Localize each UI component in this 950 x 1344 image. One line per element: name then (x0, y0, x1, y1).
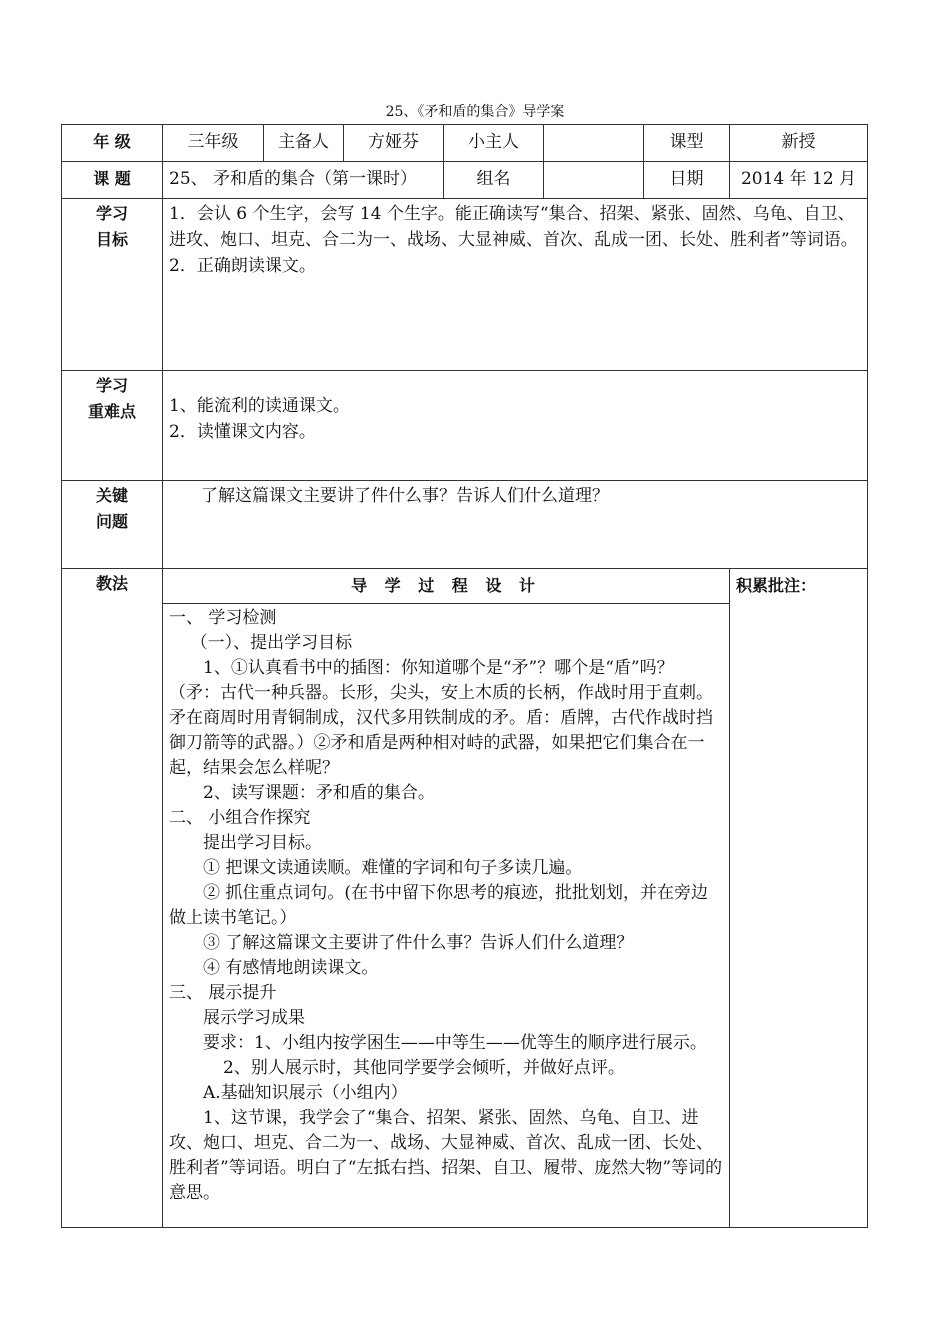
row-difficulties (62, 371, 868, 481)
process-design-cell (163, 569, 730, 1228)
process-line: （一）、提出学习目标 (169, 633, 353, 653)
process-line: 2、别人展示时，其他同学要学会倾听，并做好点评。 (169, 1058, 625, 1078)
topic-value: 25、 矛和盾的集合（第一课时） (163, 162, 444, 199)
process-line: 1、这节课，我学会了“集合、招架、紧张、固然、乌龟、自卫、进攻、炮口、坦克、合二为一、战场、大显神威、首次、乱成一团、长处、胜利者”等词语。明白了“左抵右挡、招架、自卫、履带、庞然大物”等词的意思。 (169, 1108, 723, 1203)
process-line: 二、 小组合作探究 (169, 808, 311, 828)
difficulty-item: 2．读懂课文内容。 (169, 422, 316, 442)
notes-label: 积累批注： (730, 569, 868, 1228)
process-line: 一、 学习检测 (169, 608, 277, 628)
group-value (544, 162, 644, 199)
difficulty-item: 1、能流利的读通课文。 (169, 396, 350, 416)
grade-label: 年 级 (62, 125, 163, 162)
key-question-label (62, 481, 163, 569)
process-line: ① 把课文读通读顺。难懂的字词和句子多读几遍。 (203, 858, 583, 878)
method-label: 教法 (62, 569, 163, 1228)
process-line: 要求：1、小组内按学困生——中等生——优等生的顺序进行展示。 (203, 1033, 707, 1053)
design-body (163, 604, 729, 1206)
row-goals (62, 199, 868, 371)
grade-value: 三年级 (163, 125, 264, 162)
key-question-label-line1: 关键 (95, 486, 128, 505)
row-process (62, 569, 868, 1228)
key-question-label-line2: 问题 (95, 512, 128, 531)
goals-label-line1: 学习 (95, 204, 128, 223)
key-question-text: 了解这篇课文主要讲了件什么事？告诉人们什么道理？ (163, 481, 868, 569)
difficulties-label (62, 371, 163, 481)
process-line: 展示学习成果 (203, 1008, 305, 1028)
host-label: 小主人 (444, 125, 544, 162)
topic-label: 课 题 (62, 162, 163, 199)
process-line: ② 抓住重点词句。(在书中留下你思考的痕迹，批批划划，并在旁边做上读书笔记。） (169, 883, 709, 928)
row-key-question (62, 481, 868, 569)
preparer-label: 主备人 (264, 125, 344, 162)
date-value: 2014 年 12 月 (730, 162, 868, 199)
difficulties-label-line2: 重难点 (87, 402, 136, 421)
row-topic (62, 162, 868, 199)
process-line: ④ 有感情地朗读课文。 (203, 958, 379, 978)
process-line: 1、①认真看书中的插图：你知道哪个是“矛”？哪个是“盾”吗？（矛：古代一种兵器。长形，尖头，安上木质的长柄，作战时用于直刺。矛在商周时用青铜制成，汉代多用铁制成的矛。盾：盾牌，古代作战时挡御刀箭等的武器。）②矛和盾是两种相对峙的武器，如果把它们集合在一起，结果会怎么样呢？ (169, 658, 713, 778)
goal-item: 2．正确朗读课文。 (169, 256, 316, 276)
goals-label-line2: 目标 (95, 230, 128, 249)
difficulties-label-line1: 学习 (95, 376, 128, 395)
host-value (544, 125, 644, 162)
group-label: 组名 (444, 162, 544, 199)
process-line: A.基础知识展示（小组内） (203, 1083, 408, 1103)
row-grade (62, 125, 868, 162)
document-title: 25、《矛和盾的集合》导学案 (385, 104, 565, 120)
date-label: 日期 (644, 162, 730, 199)
process-line: ③ 了解这篇课文主要讲了件什么事？告诉人们什么道理？ (203, 933, 634, 953)
design-title: 导 学 过 程 设 计 (163, 569, 729, 604)
goals-label (62, 199, 163, 371)
process-line: 三、 展示提升 (169, 983, 277, 1003)
type-label: 课型 (644, 125, 730, 162)
preparer-value: 方娅芬 (344, 125, 444, 162)
process-line: 2、读写课题：矛和盾的集合。 (203, 783, 435, 803)
type-value: 新授 (730, 125, 868, 162)
process-line: 提出学习目标。 (203, 833, 322, 853)
lesson-plan-table (61, 124, 868, 1228)
goal-item: 1．会认 6 个生字，会写 14 个生字。能正确读写“集合、招架、紧张、固然、乌龟、自卫、进攻、炮口、坦克、合二为一、战场、大显神威、首次、乱成一团、长处、胜利者”等词语。 (169, 204, 858, 250)
goals-content (163, 199, 868, 371)
difficulties-content (163, 371, 868, 481)
